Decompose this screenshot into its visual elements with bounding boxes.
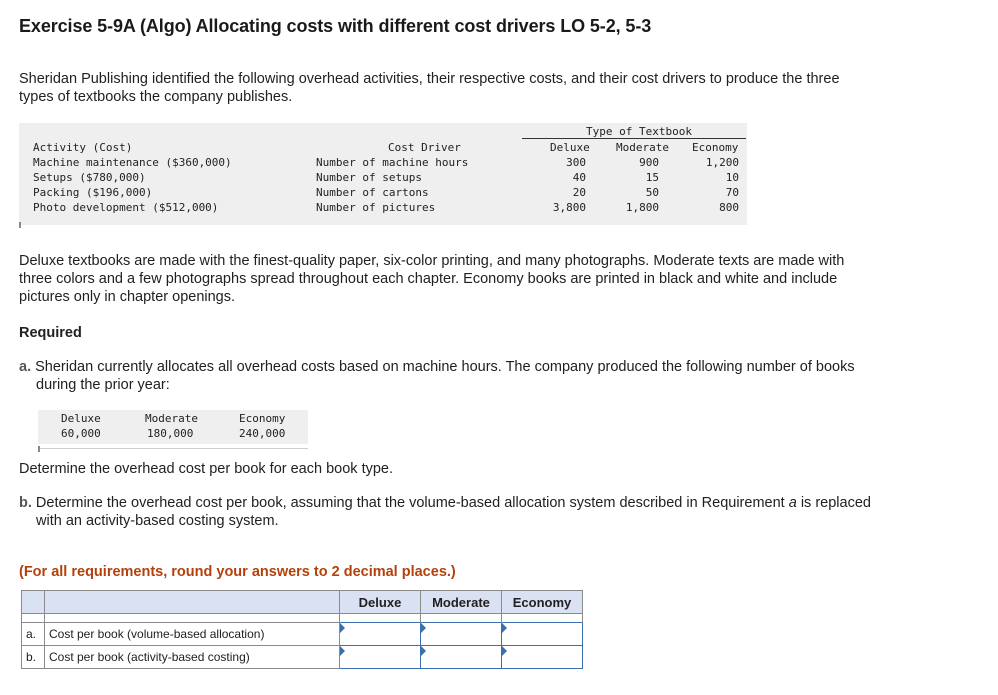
moderate-cell: 900 [639, 156, 659, 169]
row-label: Cost per book (activity-based costing) [45, 646, 340, 669]
moderate-abc-cell [421, 646, 502, 669]
driver-cell: Number of cartons [316, 186, 429, 199]
row-letter: a. [22, 623, 45, 646]
col-deluxe-header: Deluxe [550, 141, 590, 154]
moderate-cell: 1,800 [625, 201, 659, 214]
deluxe-volume-cell [340, 623, 421, 646]
col-activity-header: Activity (Cost) [33, 141, 133, 154]
spacer-cell [45, 614, 340, 623]
col-moderate-header: Moderate [616, 141, 669, 154]
economy-cell: 800 [719, 201, 739, 214]
req-a-line-2: during the prior year: [36, 377, 170, 393]
deluxe-cell: 40 [572, 171, 586, 184]
rounding-note: (For all requirements, round your answers to 2 decimal places.) [19, 564, 456, 580]
activity-cell: Packing ($196,000) [33, 186, 153, 199]
description-paragraph [19, 252, 844, 306]
required-heading: Required [19, 325, 82, 341]
input-flag-icon [502, 646, 507, 656]
answer-header-row [22, 591, 583, 614]
desc-line-2: three colors and a few photographs spread throughout each chapter. Economy books are printed in black and white and include [19, 271, 838, 287]
spacer-cell [502, 614, 583, 623]
moderate-abc-input[interactable] [421, 647, 501, 667]
input-flag-icon [502, 623, 507, 633]
activity-cell: Machine maintenance ($360,000) [33, 156, 232, 169]
input-flag-icon [421, 646, 426, 656]
driver-cell: Number of setups [316, 171, 422, 184]
driver-cell: Number of machine hours [316, 156, 469, 169]
answer-table [21, 590, 583, 669]
economy-cell: 10 [725, 171, 739, 184]
req-b-line-1-italic: a [788, 495, 797, 511]
req-b-line-1-end: is replaced [796, 495, 871, 511]
intro-line-1: Sheridan Publishing identified the following overhead activities, their respective costs, and their cost drivers to produce the three [19, 71, 840, 87]
books-block-marker [38, 446, 40, 452]
row-letter: b. [22, 646, 45, 669]
header-moderate: Moderate [421, 591, 502, 614]
deluxe-abc-input[interactable] [340, 647, 420, 667]
answer-row-a [22, 623, 583, 646]
input-flag-icon [421, 623, 426, 633]
col-driver-header: Cost Driver [388, 141, 461, 154]
moderate-volume-cell [421, 623, 502, 646]
driver-cell: Number of pictures [316, 201, 436, 214]
economy-cell: 1,200 [705, 156, 739, 169]
row-label: Cost per book (volume-based allocation) [45, 623, 340, 646]
exercise-title: Exercise 5-9A (Algo) Allocating costs with different cost drivers LO 5-2, 5-3 [19, 16, 652, 36]
moderate-cell: 15 [645, 171, 659, 184]
requirement-a [19, 358, 855, 394]
req-a-line-1: Sheridan currently allocates all overhead costs based on machine hours. The company produced the following number of books [35, 359, 855, 375]
header-blank-desc [45, 591, 340, 614]
economy-volume-input[interactable] [502, 624, 582, 644]
requirement-b [19, 494, 871, 530]
desc-line-3: pictures only in chapter openings. [19, 289, 236, 305]
spacer-cell [22, 614, 45, 623]
books-block-rule [38, 448, 308, 449]
block-left-marker [19, 222, 21, 228]
determine-instruction: Determine the overhead cost per book for each book type. [19, 461, 393, 477]
deluxe-volume-input[interactable] [340, 624, 420, 644]
books-moderate-label: Moderate [145, 412, 198, 425]
req-b-line-1-start: Determine the overhead cost per book, assuming that the volume-based allocation system described in Requirement [35, 495, 789, 511]
req-a-letter: a. [19, 359, 32, 375]
intro-line-2: types of textbooks the company publishes. [19, 89, 293, 105]
books-deluxe-label: Deluxe [61, 412, 101, 425]
activity-cell: Photo development ($512,000) [33, 201, 219, 214]
economy-abc-cell [502, 646, 583, 669]
header-economy: Economy [502, 591, 583, 614]
type-of-textbook-header: Type of Textbook [586, 125, 692, 138]
header-blank-letter [22, 591, 45, 614]
deluxe-cell: 20 [572, 186, 586, 199]
desc-line-1: Deluxe textbooks are made with the finest-quality paper, six-color printing, and many photographs. Moderate texts are made with [19, 253, 845, 269]
header-deluxe: Deluxe [340, 591, 421, 614]
intro-paragraph [19, 70, 840, 106]
books-deluxe-value: 60,000 [61, 427, 101, 440]
answer-row-b [22, 646, 583, 669]
spacer-cell [421, 614, 502, 623]
req-b-line-2: with an activity-based costing system. [36, 513, 279, 529]
books-economy-value: 240,000 [239, 427, 286, 440]
activity-cell: Setups ($780,000) [33, 171, 146, 184]
moderate-volume-input[interactable] [421, 624, 501, 644]
deluxe-cell: 3,800 [552, 201, 586, 214]
deluxe-abc-cell [340, 646, 421, 669]
input-flag-icon [340, 623, 345, 633]
economy-volume-cell [502, 623, 583, 646]
moderate-cell: 50 [645, 186, 659, 199]
input-flag-icon [340, 646, 345, 656]
books-moderate-value: 180,000 [147, 427, 194, 440]
req-b-letter: b. [19, 495, 32, 511]
economy-abc-input[interactable] [502, 647, 582, 667]
spacer-cell [340, 614, 421, 623]
deluxe-cell: 300 [566, 156, 586, 169]
economy-cell: 70 [725, 186, 739, 199]
spacer-row [22, 614, 583, 623]
col-economy-header: Economy [692, 141, 739, 154]
books-economy-label: Economy [239, 412, 286, 425]
